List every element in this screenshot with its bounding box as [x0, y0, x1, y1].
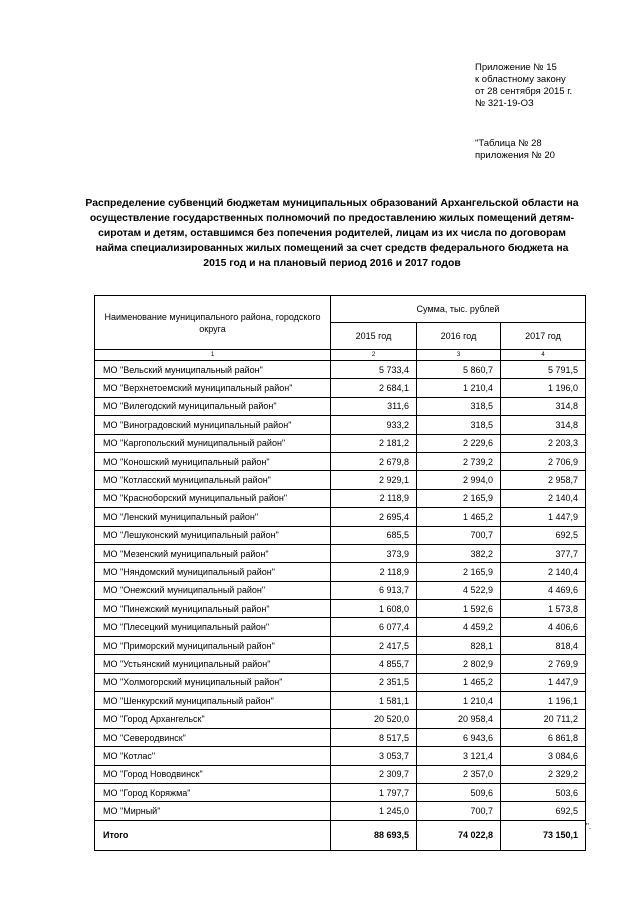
table-row	[95, 361, 586, 379]
value-2016: 2 229,6	[417, 434, 501, 452]
appendix-line: к областному закону	[475, 74, 566, 85]
municipality-name: МО "Шенкурский муниципальный район"	[95, 692, 331, 710]
value-2015: 685,5	[331, 526, 417, 544]
municipality-name: МО "Мирный"	[95, 802, 331, 820]
table-row	[95, 434, 586, 452]
value-2015: 2 118,9	[331, 563, 417, 581]
municipality-name: МО "Вельский муниципальный район"	[95, 361, 331, 379]
value-2017: 6 861,8	[501, 728, 586, 746]
value-2017: 692,5	[501, 802, 586, 820]
appendix-line: от 28 сентября 2015 г.	[475, 86, 573, 97]
table-body	[95, 361, 586, 821]
value-2017: 4 406,6	[501, 618, 586, 636]
municipality-name: МО "Коношский муниципальный район"	[95, 452, 331, 470]
table-ref-line: приложения № 20	[475, 150, 555, 161]
value-2016: 318,5	[417, 397, 501, 415]
table-row	[95, 471, 586, 489]
table-ref-line: "Таблица № 28	[475, 138, 542, 149]
value-2015: 933,2	[331, 416, 417, 434]
table-row	[95, 581, 586, 599]
value-2017: 1 447,9	[501, 673, 586, 691]
value-2017: 3 084,6	[501, 747, 586, 765]
municipality-name: МО "Северодвинск"	[95, 728, 331, 746]
value-2015: 20 520,0	[331, 710, 417, 728]
table-row	[95, 397, 586, 415]
value-2017: 20 711,2	[501, 710, 586, 728]
value-2017: 5 791,5	[501, 361, 586, 379]
value-2017: 1 196,0	[501, 379, 586, 397]
value-2016: 2 165,9	[417, 489, 501, 507]
table-row	[95, 544, 586, 562]
appendix-reference	[475, 62, 572, 110]
value-2017: 1 196,1	[501, 692, 586, 710]
value-2017: 1 447,9	[501, 508, 586, 526]
table-row	[95, 379, 586, 397]
table-row	[95, 508, 586, 526]
value-2016: 20 958,4	[417, 710, 501, 728]
value-2017: 503,6	[501, 783, 586, 801]
municipality-name: МО "Город Архангельск"	[95, 710, 331, 728]
value-2015: 373,9	[331, 544, 417, 562]
value-2015: 4 855,7	[331, 655, 417, 673]
value-2017: 2 140,4	[501, 563, 586, 581]
subvention-table	[94, 295, 586, 851]
table-row	[95, 452, 586, 470]
value-2017: 1 573,8	[501, 600, 586, 618]
table-row	[95, 710, 586, 728]
header-year-2015: 2015 год	[331, 323, 417, 350]
value-2016: 1 210,4	[417, 692, 501, 710]
value-2015: 2 351,5	[331, 673, 417, 691]
value-2017: 4 469,6	[501, 581, 586, 599]
value-2016: 1 210,4	[417, 379, 501, 397]
value-2017: 314,8	[501, 416, 586, 434]
value-2015: 6 913,7	[331, 581, 417, 599]
municipality-name: МО "Холмогорский муниципальный район"	[95, 673, 331, 691]
value-2015: 5 733,4	[331, 361, 417, 379]
municipality-name: МО "Каргопольский муниципальный район"	[95, 434, 331, 452]
value-2015: 2 118,9	[331, 489, 417, 507]
value-2015: 1 797,7	[331, 783, 417, 801]
value-2016: 700,7	[417, 526, 501, 544]
value-2015: 2 695,4	[331, 508, 417, 526]
municipality-name: МО "Красноборский муниципальный район"	[95, 489, 331, 507]
total-label: Итого	[95, 820, 331, 850]
value-2016: 6 943,6	[417, 728, 501, 746]
value-2016: 1 465,2	[417, 673, 501, 691]
value-2015: 2 929,1	[331, 471, 417, 489]
value-2015: 1 245,0	[331, 802, 417, 820]
table-row	[95, 747, 586, 765]
municipality-name: МО "Онежский муниципальный район"	[95, 581, 331, 599]
column-number: 3	[417, 350, 501, 361]
table-row	[95, 636, 586, 654]
table-reference	[475, 138, 555, 162]
municipality-name: МО "Лешуконский муниципальный район"	[95, 526, 331, 544]
value-2015: 8 517,5	[331, 728, 417, 746]
value-2016: 5 860,7	[417, 361, 501, 379]
table-row	[95, 618, 586, 636]
table-row	[95, 526, 586, 544]
value-2017: 2 958,7	[501, 471, 586, 489]
value-2016: 2 802,9	[417, 655, 501, 673]
document-title: Распределение субвенций бюджетам муниципальных образований Архангельской области на осуществление государственных полномочий по предоставлению жилых помещений детям-сиротам и детям, оставшимся без попечения родителей, лицам из их числа по договорам найма специализированных жилых помещений за счет средств федерального бюджета на 2015 год и на плановый период 2016 и 2017 годов	[85, 198, 579, 269]
value-2016: 318,5	[417, 416, 501, 434]
value-2016: 509,6	[417, 783, 501, 801]
municipality-name: МО "Ленский муниципальный район"	[95, 508, 331, 526]
closing-quote: ".	[586, 822, 592, 831]
column-number: 4	[501, 350, 586, 361]
municipality-name: МО "Город Коряжма"	[95, 783, 331, 801]
value-2016: 2 165,9	[417, 563, 501, 581]
value-2017: 2 329,2	[501, 765, 586, 783]
municipality-name: МО "Плесецкий муниципальный район"	[95, 618, 331, 636]
value-2016: 3 121,4	[417, 747, 501, 765]
municipality-name: МО "Няндомский муниципальный район"	[95, 563, 331, 581]
value-2015: 311,6	[331, 397, 417, 415]
appendix-line: № 321-19-ОЗ	[475, 98, 534, 109]
value-2015: 6 077,4	[331, 618, 417, 636]
municipality-name: МО "Город Новодвинск"	[95, 765, 331, 783]
table-row	[95, 600, 586, 618]
value-2017: 377,7	[501, 544, 586, 562]
municipality-name: МО "Мезенский муниципальный район"	[95, 544, 331, 562]
value-2016: 1 465,2	[417, 508, 501, 526]
value-2016: 4 522,9	[417, 581, 501, 599]
value-2017: 2 706,9	[501, 452, 586, 470]
column-number: 1	[95, 350, 331, 361]
table-row	[95, 692, 586, 710]
header-municipality: Наименование муниципального района, городского округа	[95, 296, 331, 350]
total-2015: 88 693,5	[331, 820, 417, 850]
municipality-name: МО "Приморский муниципальный район"	[95, 636, 331, 654]
value-2015: 2 181,2	[331, 434, 417, 452]
total-2017: 73 150,1	[501, 820, 586, 850]
table-row	[95, 655, 586, 673]
appendix-line: Приложение № 15	[475, 62, 557, 73]
header-sum: Сумма, тыс. рублей	[331, 296, 586, 323]
table-row	[95, 489, 586, 507]
municipality-name: МО "Устьянский муниципальный район"	[95, 655, 331, 673]
value-2016: 4 459,2	[417, 618, 501, 636]
value-2017: 314,8	[501, 397, 586, 415]
value-2015: 2 417,5	[331, 636, 417, 654]
column-number: 2	[331, 350, 417, 361]
municipality-name: МО "Вилегодский муниципальный район"	[95, 397, 331, 415]
value-2015: 1 581,1	[331, 692, 417, 710]
value-2015: 2 679,8	[331, 452, 417, 470]
value-2016: 1 592,6	[417, 600, 501, 618]
value-2015: 2 684,1	[331, 379, 417, 397]
municipality-name: МО "Котласский муниципальный район"	[95, 471, 331, 489]
value-2016: 2 739,2	[417, 452, 501, 470]
value-2017: 2 769,9	[501, 655, 586, 673]
value-2015: 3 053,7	[331, 747, 417, 765]
table-row	[95, 728, 586, 746]
municipality-name: МО "Котлас"	[95, 747, 331, 765]
value-2016: 2 994,0	[417, 471, 501, 489]
table-row	[95, 765, 586, 783]
table-row	[95, 783, 586, 801]
header-year-2016: 2016 год	[417, 323, 501, 350]
total-2016: 74 022,8	[417, 820, 501, 850]
header-year-2017: 2017 год	[501, 323, 586, 350]
value-2016: 2 357,0	[417, 765, 501, 783]
value-2016: 382,2	[417, 544, 501, 562]
value-2017: 818,4	[501, 636, 586, 654]
municipality-name: МО "Виноградовский муниципальный район"	[95, 416, 331, 434]
table-row	[95, 416, 586, 434]
value-2016: 828,1	[417, 636, 501, 654]
total-row	[95, 820, 586, 850]
value-2015: 1 608,0	[331, 600, 417, 618]
municipality-name: МО "Пинежский муниципальный район"	[95, 600, 331, 618]
table-row	[95, 802, 586, 820]
value-2015: 2 309,7	[331, 765, 417, 783]
table-row	[95, 563, 586, 581]
value-2016: 700,7	[417, 802, 501, 820]
value-2017: 2 203,3	[501, 434, 586, 452]
value-2017: 692,5	[501, 526, 586, 544]
value-2017: 2 140,4	[501, 489, 586, 507]
municipality-name: МО "Верхнетоемский муниципальный район"	[95, 379, 331, 397]
table-row	[95, 673, 586, 691]
